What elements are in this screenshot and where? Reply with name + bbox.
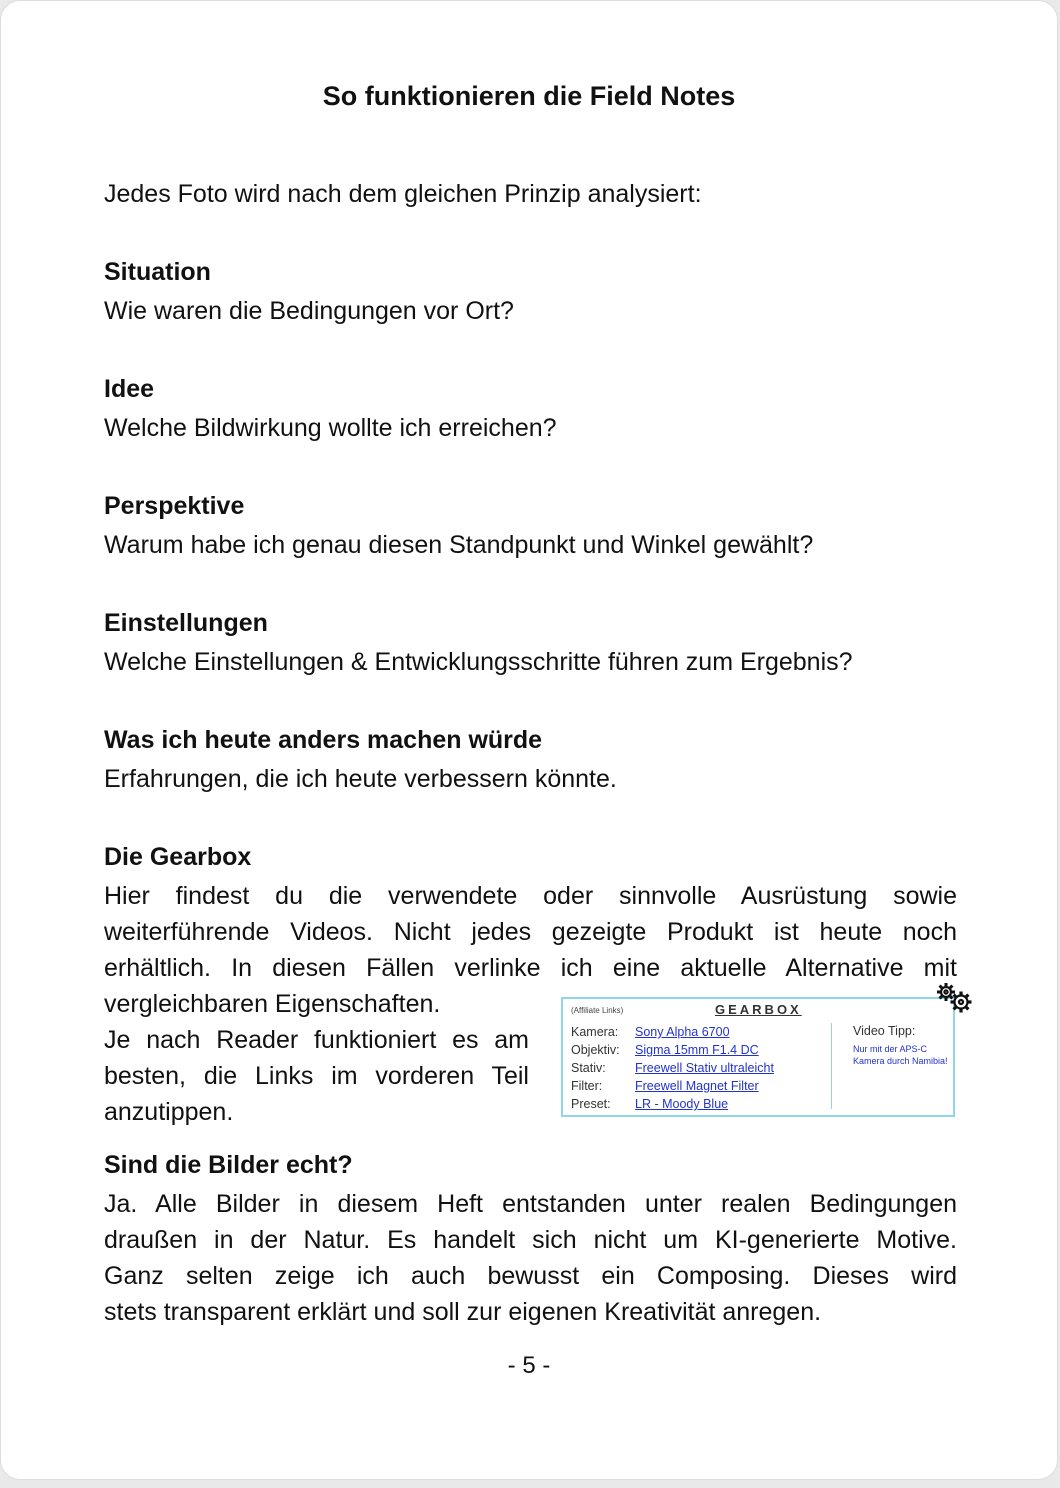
gearbox-row-stativ [571, 1060, 774, 1076]
gearbox-row-key: Filter: [571, 1079, 603, 1093]
gearbox-divider [831, 1023, 832, 1109]
intro-text: Jedes Foto wird nach dem gleichen Prinzip analysiert: [104, 180, 702, 208]
gearbox-video-title: Video Tipp: [853, 1024, 916, 1038]
gearbox-box [561, 997, 955, 1117]
section-text-anders: Erfahrungen, die ich heute verbessern könnte. [104, 765, 617, 793]
gearbox-text-line: besten, die Links im vorderen Teil [104, 1062, 529, 1090]
gearbox-row-key: Kamera: [571, 1025, 619, 1039]
gearbox-row-key: Objektiv: [571, 1043, 620, 1057]
gearbox-affiliate-note: (Affiliate Links) [571, 1006, 624, 1015]
section-text-perspektive: Warum habe ich genau diesen Standpunkt und Winkel gewählt? [104, 531, 814, 559]
gearbox-video-link[interactable]: Nur mit der APS-C Kamera durch Namibia! [853, 1044, 948, 1066]
section-heading-echt: Sind die Bilder echt? [104, 1151, 353, 1179]
echt-text-line: Ganz selten zeige ich auch bewusst ein Composing. Dieses wird [104, 1262, 957, 1290]
gearbox-link-stativ[interactable]: Freewell Stativ ultraleicht [635, 1061, 774, 1075]
section-heading-anders: Was ich heute anders machen würde [104, 726, 543, 754]
gearbox-text-line: Je nach Reader funktioniert es am [104, 1026, 529, 1054]
gearbox-text-line: erhältlich. In diesen Fällen verlinke ich eine aktuelle Alternative mit [104, 954, 957, 982]
section-heading-idee: Idee [104, 375, 155, 403]
section-text-einstellungen: Welche Einstellungen & Entwicklungsschritte führen zum Ergebnis? [104, 648, 853, 676]
gearbox-text-line: vergleichbaren Eigenschaften. [104, 990, 441, 1018]
page-title: So funktionieren die Field Notes [322, 81, 736, 111]
gearbox-text-line: weiterführende Videos. Nicht jedes gezeigte Produkt ist heute noch [104, 918, 957, 946]
echt-text-line: Ja. Alle Bilder in diesem Heft entstanden unter realen Bedingungen [104, 1190, 957, 1218]
gearbox-row-kamera [571, 1024, 730, 1040]
section-text-situation: Wie waren die Bedingungen vor Ort? [104, 297, 514, 325]
gearbox-title: GEARBOX [715, 1002, 802, 1017]
section-heading-gearbox: Die Gearbox [104, 843, 252, 871]
gearbox-row-objektiv [571, 1042, 759, 1058]
section-heading-perspektive: Perspektive [104, 492, 245, 520]
section-heading-einstellungen: Einstellungen [104, 609, 268, 637]
gearbox-text-line: Hier findest du die verwendete oder sinnvolle Ausrüstung sowie [104, 882, 957, 910]
gearbox-row-filter [571, 1078, 759, 1094]
echt-text-line: draußen in der Natur. Es handelt sich nicht um KI-generierte Motive. [104, 1226, 957, 1254]
gears-icon [935, 981, 973, 1015]
section-text-idee: Welche Bildwirkung wollte ich erreichen? [104, 414, 557, 442]
page-number: - 5 - [507, 1352, 551, 1379]
gearbox-link-kamera[interactable]: Sony Alpha 6700 [635, 1025, 730, 1039]
gearbox-row-key: Preset: [571, 1097, 611, 1111]
gearbox-row-key: Stativ: [571, 1061, 606, 1075]
echt-text-line: stets transparent erklärt und soll zur eigenen Kreativität anregen. [104, 1298, 822, 1326]
gearbox-text-line: anzutippen. [104, 1098, 234, 1126]
section-heading-situation: Situation [104, 258, 211, 286]
gearbox-row-preset [571, 1096, 728, 1112]
gearbox-link-filter[interactable]: Freewell Magnet Filter [635, 1079, 759, 1093]
gearbox-link-objektiv[interactable]: Sigma 15mm F1.4 DC [635, 1043, 759, 1057]
gearbox-link-preset[interactable]: LR - Moody Blue [635, 1097, 729, 1111]
